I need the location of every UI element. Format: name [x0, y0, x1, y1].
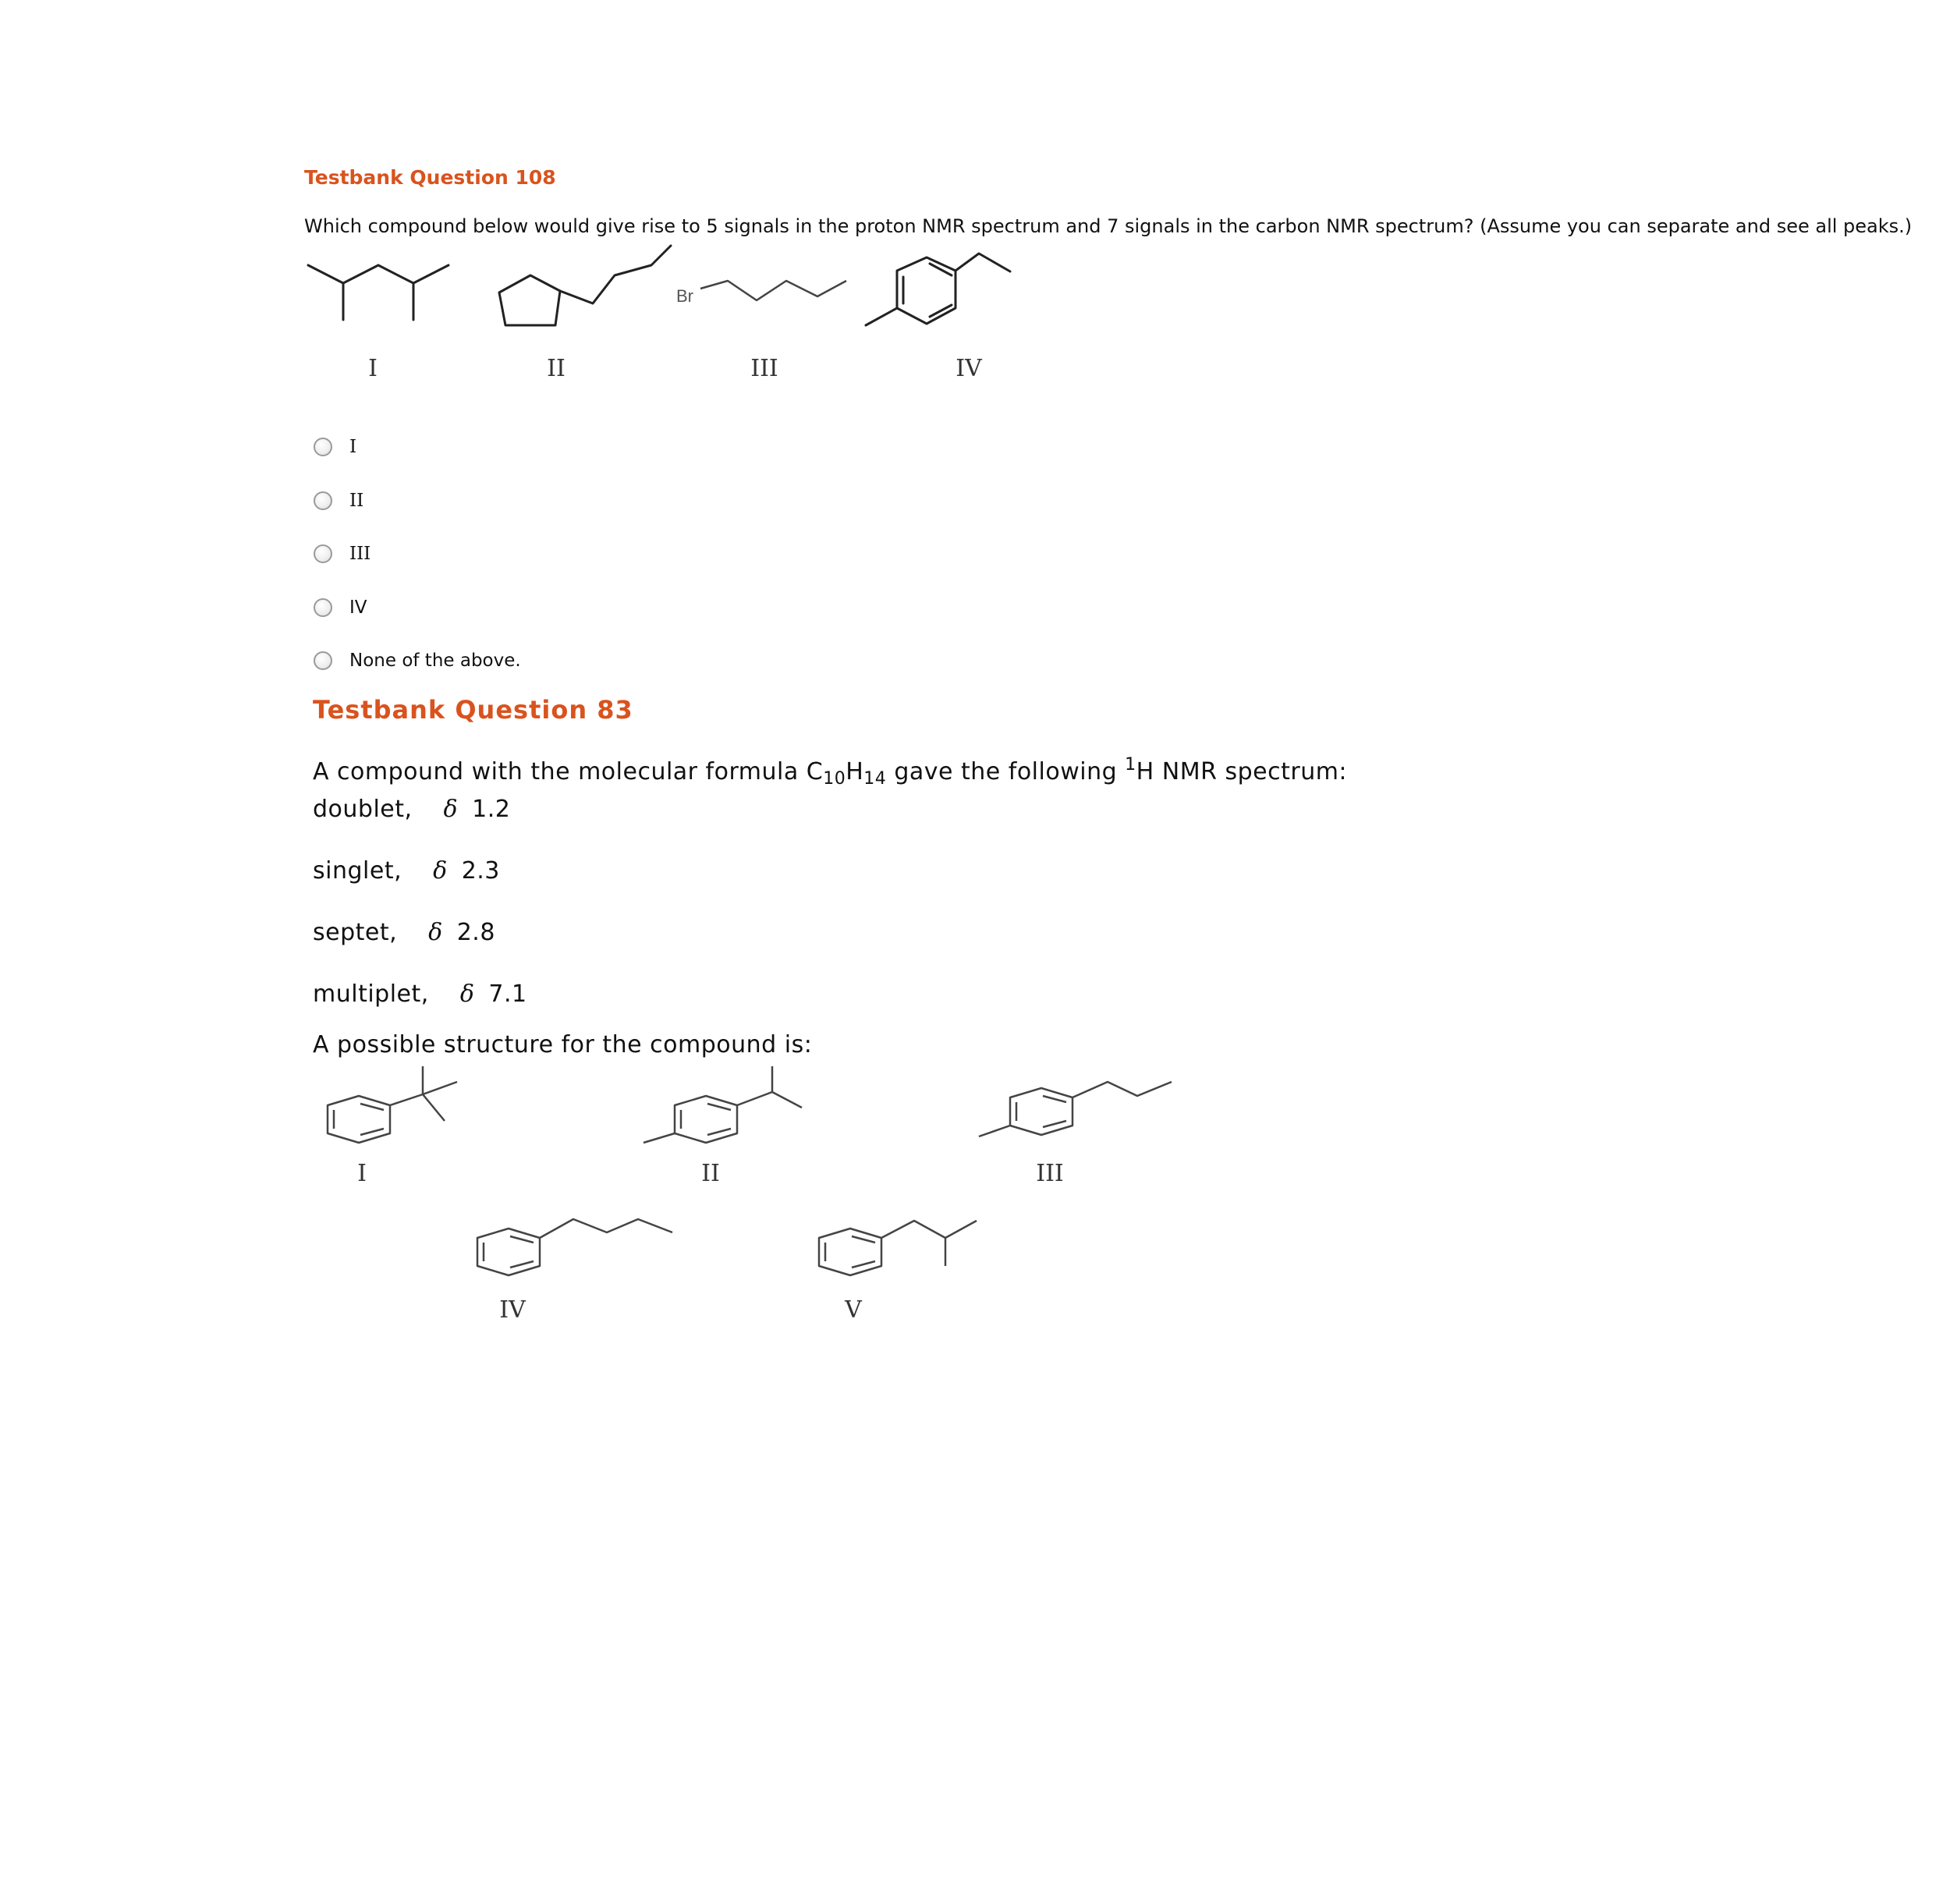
question-108-structures — [296, 238, 1076, 347]
option-iii-label: III — [349, 544, 371, 564]
structure-label-i: I — [368, 355, 378, 382]
radio-option-ii[interactable] — [314, 491, 332, 510]
peak-septet: septet, δ 2.8 — [313, 919, 495, 946]
peak-multiplet: multiplet, δ 7.1 — [313, 980, 527, 1008]
option-none[interactable] — [314, 649, 521, 672]
structure-label-ii: II — [547, 355, 566, 382]
structure-q83-iii — [979, 1082, 1172, 1136]
bromine-label: Br — [676, 286, 693, 306]
option-iv[interactable] — [314, 596, 367, 619]
structure-label-iv: IV — [956, 355, 982, 382]
structure-q83-v — [819, 1221, 977, 1275]
structure-q108-ii — [499, 246, 671, 325]
question-108-title: Testbank Question 108 — [304, 166, 556, 189]
question-83-text: A compound with the molecular formula $C_{10}H_{14}$ gave the following $^1$H NMR spectrum: — [313, 755, 1348, 789]
option-iv-label: IV — [349, 597, 367, 618]
question-83-prompt: A possible structure for the compound is: — [313, 1031, 813, 1058]
question-83-structures — [312, 1065, 1217, 1326]
option-iii[interactable] — [314, 542, 370, 566]
option-ii-label: II — [349, 491, 364, 511]
radio-option-iii[interactable] — [314, 544, 332, 563]
option-i[interactable] — [314, 435, 356, 459]
question-83-title: Testbank Question 83 — [313, 695, 633, 725]
structure-q83-ii — [644, 1066, 802, 1143]
radio-option-i[interactable] — [314, 438, 332, 456]
radio-option-iv[interactable] — [314, 598, 332, 617]
radio-option-none[interactable] — [314, 651, 332, 670]
peak-singlet: singlet, δ 2.3 — [313, 857, 500, 885]
q83-label-iii: III — [1036, 1160, 1064, 1187]
question-108-text: Which compound below would give rise to 5 signals in the proton NMR spectrum and 7 signals in the carbon NMR spectrum? (Assume you can separate and see all peaks.) — [304, 215, 1913, 237]
q83-label-v: V — [845, 1296, 862, 1324]
structure-q83-iv — [477, 1219, 672, 1275]
structure-q108-iv — [866, 254, 1010, 325]
q83-label-iv: IV — [499, 1296, 526, 1324]
structure-q108-i — [308, 265, 448, 320]
option-none-label: None of the above. — [349, 651, 521, 671]
option-ii[interactable] — [314, 489, 363, 512]
structure-q83-i — [328, 1066, 457, 1143]
peak-doublet: doublet, δ 1.2 — [313, 796, 511, 823]
q83-label-i: I — [357, 1160, 367, 1187]
option-i-label: I — [349, 437, 357, 457]
q83-label-ii: II — [701, 1160, 720, 1187]
structure-q108-iii — [676, 281, 846, 306]
structure-label-iii: III — [750, 355, 778, 382]
